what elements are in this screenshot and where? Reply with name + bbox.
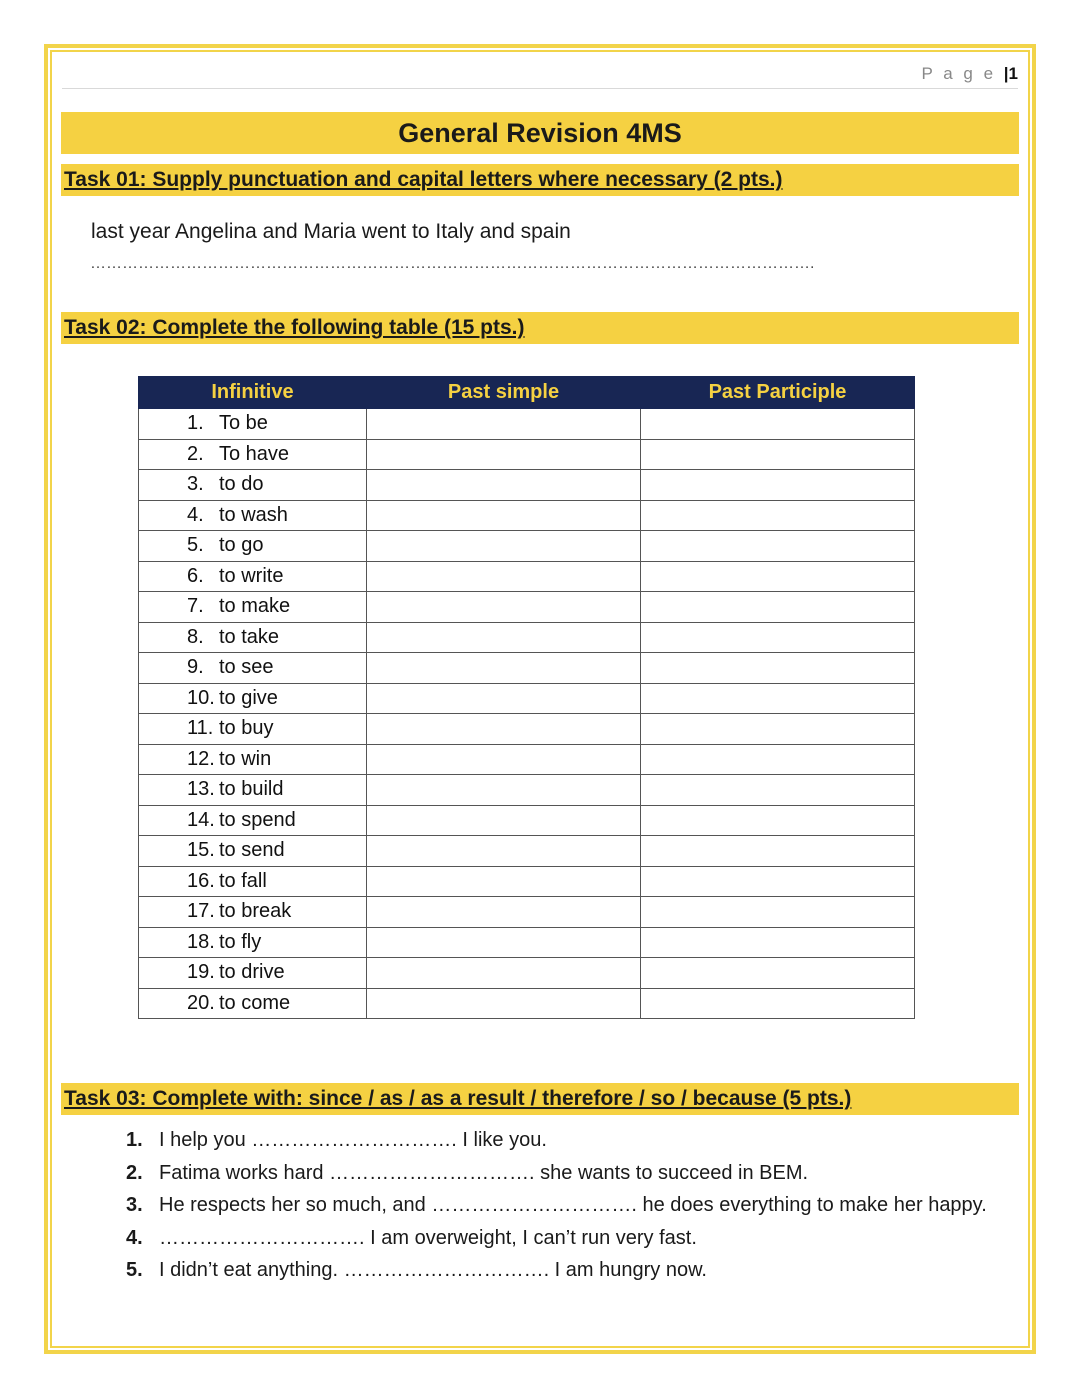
past-participle-cell[interactable] [641, 683, 915, 714]
past-participle-cell[interactable] [641, 714, 915, 745]
row-number: 12. [187, 747, 215, 770]
infinitive-cell [139, 409, 367, 440]
task1-heading-text: Task 01: Supply punctuation and capital letters where necessary (2 pts.) [64, 168, 783, 191]
table-row [139, 500, 915, 531]
past-simple-cell[interactable] [367, 500, 641, 531]
page-number-value: 1 [1008, 64, 1018, 83]
past-simple-cell[interactable] [367, 683, 641, 714]
past-simple-cell[interactable] [367, 744, 641, 775]
verb-text: to build [219, 778, 284, 801]
verb-text: to buy [219, 717, 274, 740]
infinitive-cell [139, 531, 367, 562]
list-item [126, 1254, 987, 1287]
past-simple-cell[interactable] [367, 988, 641, 1019]
list-item [126, 1222, 987, 1255]
infinitive-cell [139, 500, 367, 531]
task3-heading [61, 1083, 1019, 1115]
verb-text: to give [219, 686, 278, 709]
infinitive-cell [139, 927, 367, 958]
task2-heading-text: Task 02: Complete the following table (15 pts.) [64, 316, 525, 339]
infinitive-cell [139, 714, 367, 745]
page-separator: | [1003, 64, 1009, 83]
infinitive-cell [139, 988, 367, 1019]
verb-text: to fall [219, 869, 267, 892]
page-number [921, 64, 1018, 84]
verb-table [138, 376, 915, 1019]
past-participle-cell[interactable] [641, 561, 915, 592]
table-row [139, 439, 915, 470]
item-text: …………………………. I am overweight, I can’t run very fast. [159, 1226, 697, 1249]
table-row [139, 988, 915, 1019]
row-number: 9. [187, 656, 204, 679]
task1-answer-line: ………………………………………………………………………………………………………………………. [90, 255, 815, 272]
infinitive-cell [139, 470, 367, 501]
verb-text: To be [219, 412, 268, 435]
task1-heading [61, 164, 1019, 196]
table-row [139, 866, 915, 897]
past-participle-cell[interactable] [641, 531, 915, 562]
task2-heading [61, 312, 1019, 344]
table-row [139, 805, 915, 836]
past-participle-cell[interactable] [641, 958, 915, 989]
task3-list [126, 1124, 987, 1287]
infinitive-cell [139, 897, 367, 928]
item-number: 1. [126, 1129, 143, 1151]
past-participle-cell[interactable] [641, 836, 915, 867]
table-header-row [139, 377, 915, 409]
page-label: P a g e [921, 64, 997, 83]
item-number: 5. [126, 1259, 143, 1281]
past-participle-cell[interactable] [641, 805, 915, 836]
past-participle-cell[interactable] [641, 592, 915, 623]
infinitive-cell [139, 683, 367, 714]
past-simple-cell[interactable] [367, 927, 641, 958]
past-participle-cell[interactable] [641, 439, 915, 470]
item-number: 4. [126, 1226, 143, 1249]
table-row [139, 409, 915, 440]
table-row [139, 897, 915, 928]
row-number: 11. [187, 717, 214, 740]
verb-text: to win [219, 747, 272, 770]
past-participle-cell[interactable] [641, 500, 915, 531]
verb-text: To have [219, 442, 290, 465]
task3-heading-text: Task 03: Complete with: since / as / as a result / therefore / so / because (5 pts.) [64, 1087, 852, 1110]
infinitive-cell [139, 561, 367, 592]
past-participle-cell[interactable] [641, 470, 915, 501]
verb-text: to make [219, 595, 291, 618]
verb-text: to write [219, 564, 284, 587]
table-row [139, 744, 915, 775]
row-number: 2. [187, 442, 204, 465]
document-title: General Revision 4MS [61, 112, 1019, 154]
item-number: 3. [126, 1194, 143, 1216]
past-simple-cell[interactable] [367, 561, 641, 592]
table-row [139, 592, 915, 623]
row-number: 13. [187, 778, 215, 801]
table-row [139, 836, 915, 867]
verb-text: to wash [219, 503, 288, 526]
past-simple-cell[interactable] [367, 592, 641, 623]
verb-text: to break [219, 900, 292, 923]
item-text: I help you …………………………. I like you. [159, 1129, 547, 1151]
verb-text: to spend [219, 808, 296, 831]
table-row [139, 683, 915, 714]
item-text: I didn’t eat anything. …………………………. I am hungry now. [159, 1259, 707, 1281]
table-row [139, 714, 915, 745]
past-simple-cell[interactable] [367, 470, 641, 501]
infinitive-cell [139, 653, 367, 684]
past-participle-cell[interactable] [641, 897, 915, 928]
item-text: He respects her so much, and …………………………. he does everything to make her happy. [159, 1194, 987, 1216]
infinitive-cell [139, 622, 367, 653]
past-simple-cell[interactable] [367, 622, 641, 653]
past-participle-cell[interactable] [641, 409, 915, 440]
row-number: 3. [187, 473, 204, 496]
past-simple-cell[interactable] [367, 714, 641, 745]
verb-text: to take [219, 625, 280, 648]
infinitive-cell [139, 592, 367, 623]
verb-text: to go [219, 534, 264, 557]
row-number: 14. [187, 808, 215, 831]
past-simple-cell[interactable] [367, 805, 641, 836]
infinitive-cell [139, 836, 367, 867]
row-number: 6. [187, 564, 204, 587]
row-number: 5. [187, 534, 204, 557]
task1-sentence: last year Angelina and Maria went to Italy and spain [91, 220, 571, 243]
past-participle-cell[interactable] [641, 744, 915, 775]
past-simple-cell[interactable] [367, 958, 641, 989]
item-text: Fatima works hard …………………………. she wants to succeed in BEM. [159, 1161, 809, 1184]
verb-text: to do [219, 473, 264, 496]
past-simple-cell[interactable] [367, 897, 641, 928]
list-item [126, 1189, 987, 1222]
list-item [126, 1157, 987, 1190]
verb-text: to drive [219, 961, 285, 984]
row-number: 4. [187, 503, 204, 526]
table-row [139, 531, 915, 562]
verb-text: to come [219, 991, 291, 1014]
past-simple-cell[interactable] [367, 836, 641, 867]
row-number: 16. [187, 869, 215, 892]
past-simple-cell[interactable] [367, 439, 641, 470]
list-item [126, 1124, 987, 1157]
past-participle-cell[interactable] [641, 653, 915, 684]
row-number: 20. [187, 991, 215, 1014]
col-past-simple: Past simple [367, 377, 641, 409]
past-participle-cell[interactable] [641, 622, 915, 653]
past-simple-cell[interactable] [367, 653, 641, 684]
past-simple-cell[interactable] [367, 866, 641, 897]
past-participle-cell[interactable] [641, 927, 915, 958]
table-row [139, 775, 915, 806]
verb-text: to fly [219, 930, 262, 953]
table-row [139, 470, 915, 501]
header-rule [62, 88, 1018, 89]
infinitive-cell [139, 744, 367, 775]
infinitive-cell [139, 805, 367, 836]
col-infinitive: Infinitive [139, 377, 367, 409]
table-row [139, 622, 915, 653]
row-number: 15. [187, 839, 215, 862]
col-past-participle: Past Participle [641, 377, 915, 409]
table-row [139, 927, 915, 958]
row-number: 10. [187, 686, 215, 709]
table-row [139, 561, 915, 592]
infinitive-cell [139, 439, 367, 470]
past-participle-cell[interactable] [641, 775, 915, 806]
row-number: 17. [187, 900, 215, 923]
infinitive-cell [139, 866, 367, 897]
past-simple-cell[interactable] [367, 409, 641, 440]
row-number: 7. [187, 595, 204, 618]
past-simple-cell[interactable] [367, 531, 641, 562]
row-number: 1. [187, 412, 204, 435]
verb-text: to see [219, 656, 274, 679]
past-participle-cell[interactable] [641, 988, 915, 1019]
infinitive-cell [139, 775, 367, 806]
item-number: 2. [126, 1161, 143, 1184]
row-number: 8. [187, 625, 204, 648]
table-row [139, 653, 915, 684]
infinitive-cell [139, 958, 367, 989]
table-row [139, 958, 915, 989]
row-number: 18. [187, 930, 215, 953]
verb-text: to send [219, 839, 285, 862]
row-number: 19. [187, 961, 215, 984]
past-participle-cell[interactable] [641, 866, 915, 897]
past-simple-cell[interactable] [367, 775, 641, 806]
